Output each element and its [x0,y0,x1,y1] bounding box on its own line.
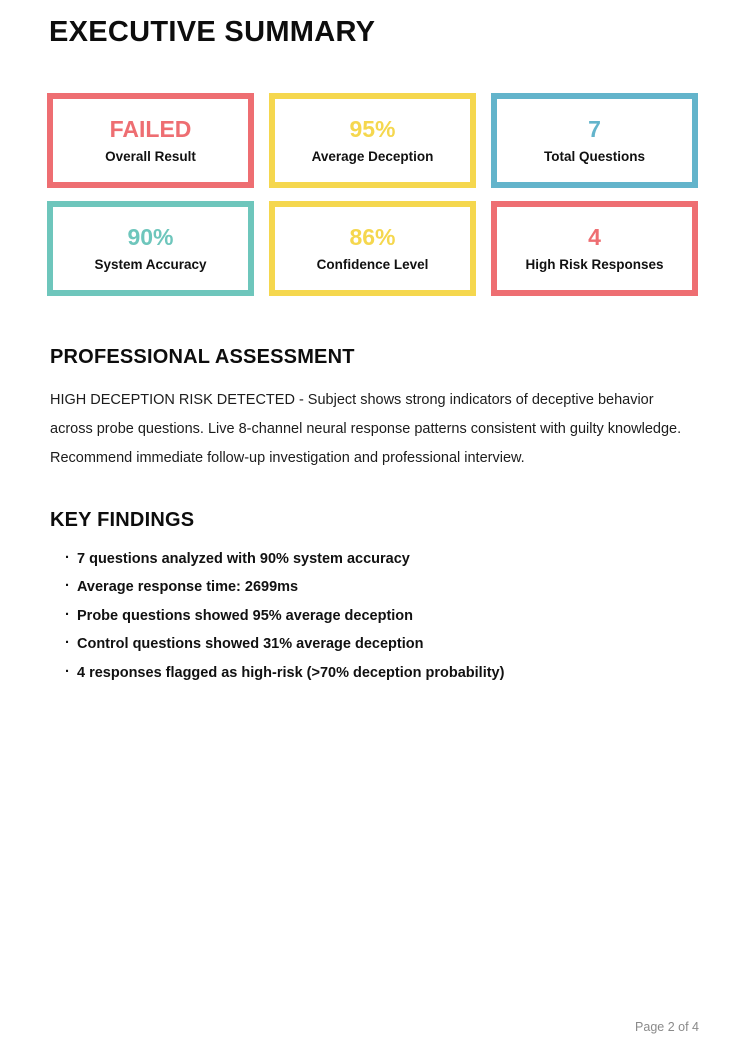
key-findings-section [50,509,698,681]
stat-value: 7 [588,115,601,142]
stat-value: 90% [127,223,174,250]
stat-card-total-questions [491,93,698,188]
professional-assessment-section [50,346,698,473]
key-finding-item: · Probe questions showed 95% average deception [65,609,698,624]
key-finding-item: · Control questions showed 31% average deception [65,637,698,652]
stat-label: Total Questions [543,148,645,164]
stat-label: Overall Result [105,148,196,164]
stat-card-confidence-level [269,201,476,296]
stat-label: Average Deception [311,148,434,164]
stat-value: FAILED [109,115,192,142]
stat-card-overall-result [47,93,254,188]
section-heading-professional-assessment: PROFESSIONAL ASSESSMENT [50,346,355,368]
stat-label: High Risk Responses [525,256,664,272]
key-finding-item: · Average response time: 2699ms [65,580,698,595]
stat-value: 4 [588,223,601,250]
report-page [0,16,743,1060]
page-title: EXECUTIVE SUMMARY [49,16,376,48]
section-heading-key-findings: KEY FINDINGS [50,508,195,531]
assessment-body-text: HIGH DECEPTION RISK DETECTED - Subject shows strong indicators of deceptive behavior across probe questions. Live 8-channel neural response patterns consistent with guilty knowledge. Recommend immediate follow-up investigation and professional interview. [50,391,682,466]
stat-card-system-accuracy [47,201,254,296]
stat-value: 86% [349,223,396,250]
key-finding-item: · 7 questions analyzed with 90% system accuracy [65,552,698,567]
stat-value: 95% [349,115,396,142]
key-findings-list [50,552,698,681]
stat-label: System Accuracy [94,256,207,272]
summary-stats-grid [47,93,698,296]
stat-label: Confidence Level [316,256,429,272]
page-number-label: Page 2 of 4 [635,1020,699,1034]
stat-card-average-deception [269,93,476,188]
stat-card-high-risk-responses [491,201,698,296]
key-finding-item: · 4 responses flagged as high-risk (>70% deception probability) [65,666,698,681]
